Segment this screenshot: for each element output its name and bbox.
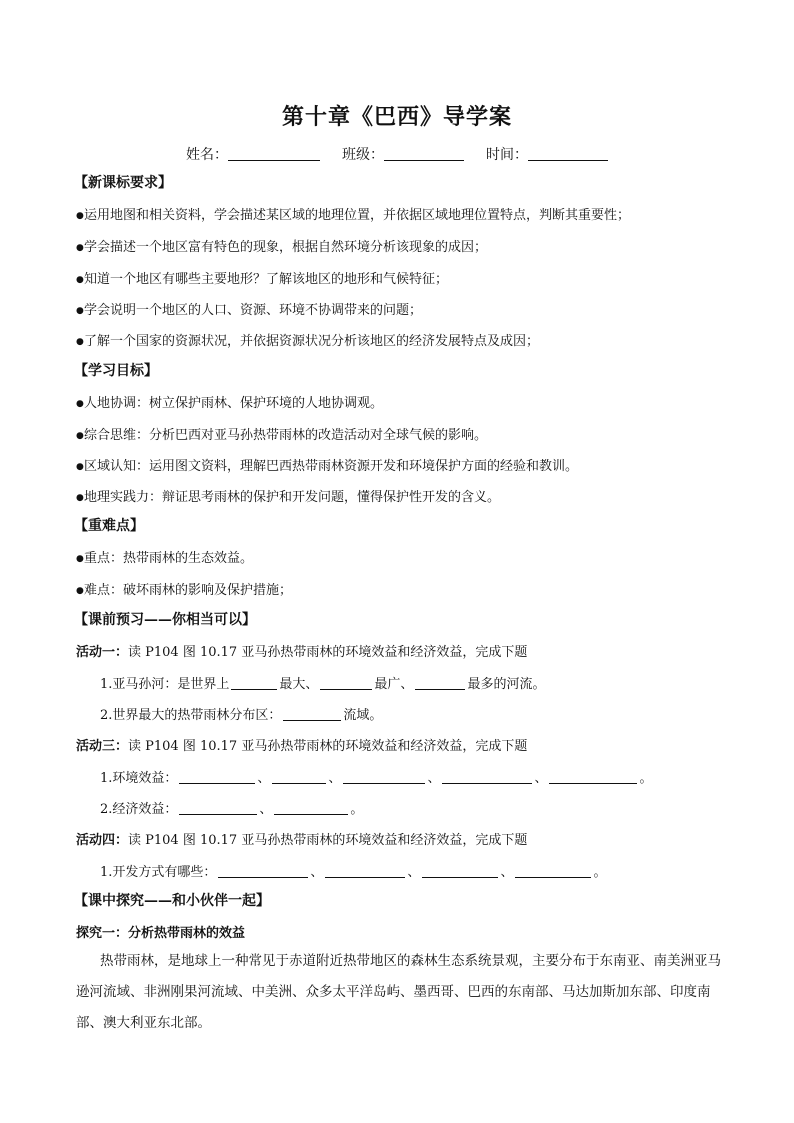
explore-sub-heading: 探究一：分析热带雨林的效益 xyxy=(76,926,246,941)
answer-blank[interactable] xyxy=(179,801,257,815)
answer-blank[interactable] xyxy=(515,864,591,878)
bullet-icon: ● xyxy=(76,399,84,409)
activity-one: 活动一：读 P104 图 10.17 亚马孙热带雨林的环境效益和经济效益，完成下题 xyxy=(76,645,528,660)
name-blank[interactable] xyxy=(228,146,320,161)
key-point-item: ●难点：破坏雨林的影响及保护措施； xyxy=(76,583,293,598)
class-blank[interactable] xyxy=(384,146,464,161)
key-point-item: ●重点：热带雨林的生态效益。 xyxy=(76,551,254,566)
goal-item: ●地理实践力：辩证思考雨林的保护和开发问题，懂得保护性开发的含义。 xyxy=(76,490,501,505)
goal-item: ●人地协调：树立保护雨林、保护环境的人地协调观。 xyxy=(76,396,384,411)
goals-heading: 【学习目标】 xyxy=(74,363,158,379)
time-label: 时间： xyxy=(486,147,528,163)
goal-item: ●综合思维：分析巴西对亚马孙热带雨林的改造活动对全球气候的影响。 xyxy=(76,428,488,443)
page-title: 第十章《巴西》导学案 xyxy=(281,104,512,130)
answer-blank[interactable] xyxy=(272,770,326,784)
requirement-item: ●运用地图和相关资料，学会描述某区域的地理位置，并依据区域地理位置特点，判断其重要性； xyxy=(76,208,631,223)
time-blank[interactable] xyxy=(528,146,608,161)
answer-blank[interactable] xyxy=(422,864,498,878)
requirements-heading: 【新课标要求】 xyxy=(74,175,172,191)
bullet-icon: ● xyxy=(76,586,84,596)
answer-blank[interactable] xyxy=(549,770,637,784)
bullet-icon: ● xyxy=(76,431,84,441)
answer-blank[interactable] xyxy=(218,864,308,878)
requirement-item: ●知道一个地区有哪些主要地形？了解该地区的地形和气候特征； xyxy=(76,272,449,287)
answer-blank[interactable] xyxy=(231,676,277,690)
activity-four-question-1: 1.开发方式有哪些： 、 、 、 。 xyxy=(100,865,607,880)
answer-blank[interactable] xyxy=(325,864,405,878)
activity-label: 活动四： xyxy=(76,833,129,848)
requirement-item: ●学会描述一个地区富有特色的现象，根据自然环境分析该现象的成因； xyxy=(76,240,488,255)
bullet-icon: ● xyxy=(76,337,84,347)
answer-blank[interactable] xyxy=(274,801,348,815)
answer-blank[interactable] xyxy=(179,770,255,784)
answer-blank[interactable] xyxy=(320,676,372,690)
bullet-icon: ● xyxy=(76,211,84,221)
activity-label: 活动一： xyxy=(76,645,129,660)
explore-paragraph: 热带雨林，是地球上一种常见于赤道附近热带地区的森林生态系统景观，主要分布于东南亚、南美洲亚马逊河流域、非洲刚果河流域、中美洲、众多太平洋岛屿、墨西哥、巴西的东南部、马达加斯加东部、印度南部、澳大利亚东北部。 xyxy=(76,953,721,1031)
bullet-icon: ● xyxy=(76,306,84,316)
activity-three-question-1: 1.环境效益： 、 、 、 、 。 xyxy=(100,771,653,786)
bullet-icon: ● xyxy=(76,462,84,472)
answer-blank[interactable] xyxy=(343,770,425,784)
class-label: 班级： xyxy=(342,147,384,163)
activity-four: 活动四：读 P104 图 10.17 亚马孙热带雨林的环境效益和经济效益，完成下题 xyxy=(76,833,528,848)
bullet-icon: ● xyxy=(76,554,84,564)
answer-blank[interactable] xyxy=(442,770,532,784)
answer-blank[interactable] xyxy=(415,676,465,690)
activity-label: 活动三： xyxy=(76,739,129,754)
preview-heading: 【课前预习——你相当可以】 xyxy=(74,612,256,628)
name-label: 姓名： xyxy=(186,147,228,163)
answer-blank[interactable] xyxy=(283,707,341,721)
explore-heading: 【课中探究——和小伙伴一起】 xyxy=(74,893,270,909)
bullet-icon: ● xyxy=(76,243,84,253)
bullet-icon: ● xyxy=(76,275,84,285)
bullet-icon: ● xyxy=(76,493,84,503)
requirement-item: ●学会说明一个地区的人口、资源、环境不协调带来的问题； xyxy=(76,303,423,318)
activity-one-question-1: 1.亚马孙河：是世界上 最大、 最广、 最多的河流。 xyxy=(100,677,546,692)
requirement-item: ●了解一个国家的资源状况，并依据资源状况分析该地区的经济发展特点及成因； xyxy=(76,334,540,349)
goal-item: ●区域认知：运用图文资料，理解巴西热带雨林资源开发和环境保护方面的经验和教训。 xyxy=(76,459,579,474)
key-points-heading: 【重难点】 xyxy=(74,518,144,534)
activity-three-question-2: 2.经济效益： 、 。 xyxy=(100,802,364,817)
student-info-line xyxy=(186,144,608,164)
activity-one-question-2: 2.世界最大的热带雨林分布区： 流域。 xyxy=(100,708,383,723)
activity-three: 活动三：读 P104 图 10.17 亚马孙热带雨林的环境效益和经济效益，完成下题 xyxy=(76,739,528,754)
